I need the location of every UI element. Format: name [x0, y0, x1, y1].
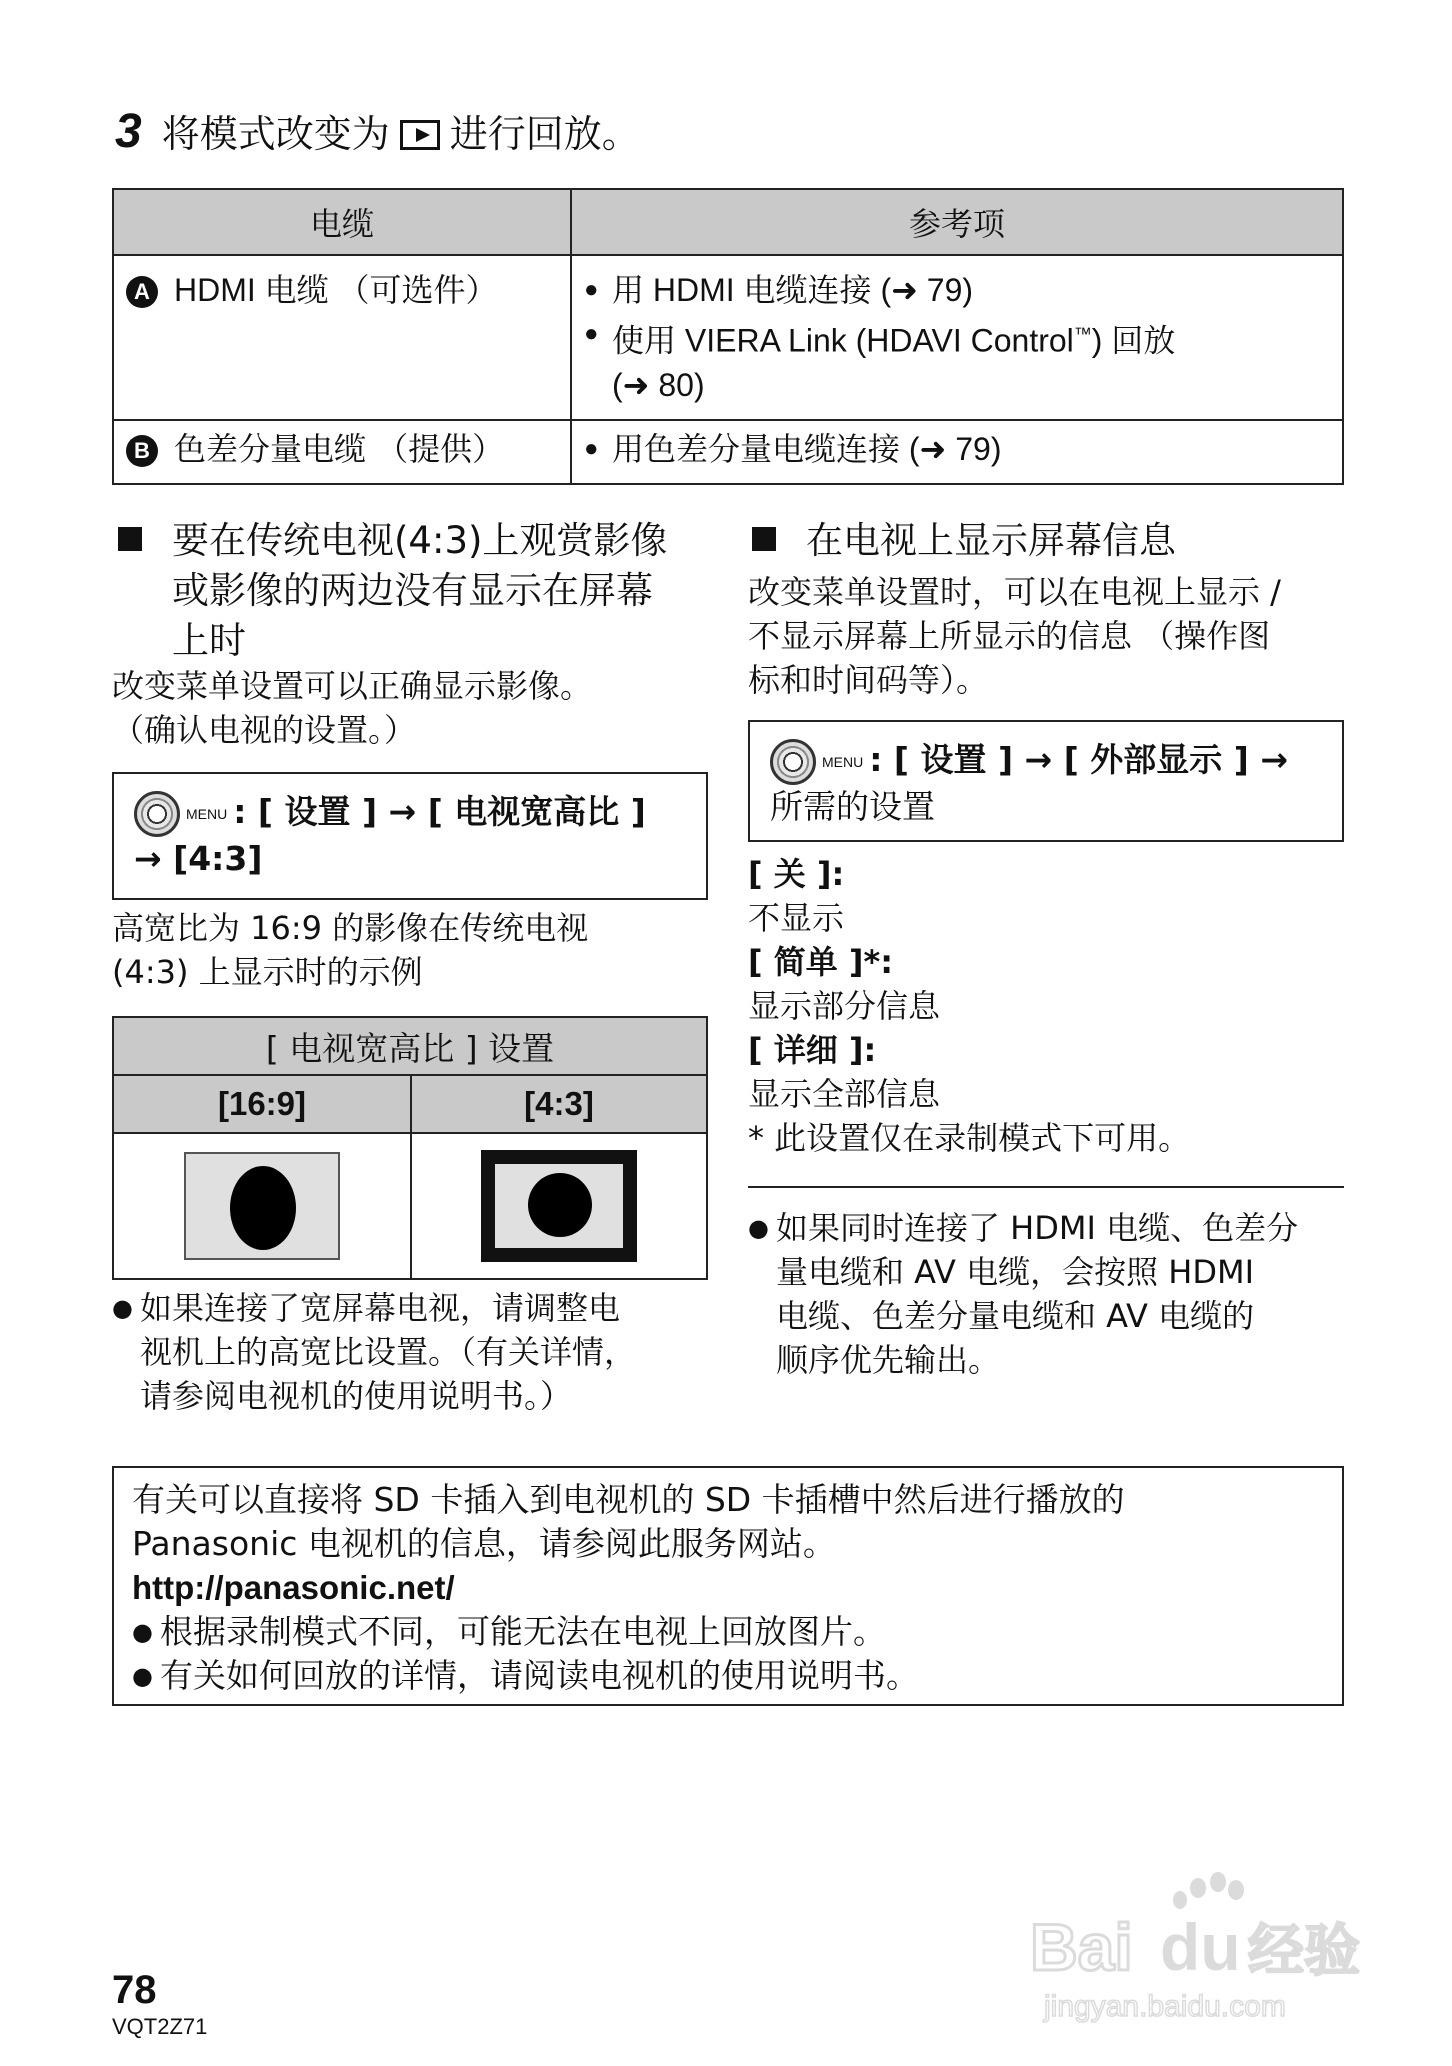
badge-a-icon: A — [126, 276, 158, 308]
model-code: VQT2Z71 — [112, 2014, 208, 2039]
divider — [748, 1186, 1344, 1188]
list-item: ● 有关如何回放的详情，请阅读电视机的使用说明书。 — [132, 1654, 1324, 1698]
table-row — [113, 255, 1343, 420]
aspect-col-16-9: [16:9] — [113, 1075, 411, 1133]
cable-cell — [113, 255, 571, 420]
square-bullet-icon — [752, 527, 776, 551]
option-label: [ 详细 ]: — [748, 1031, 877, 1069]
menu-path-box — [112, 772, 708, 900]
aspect-table-title: [ 电视宽高比 ] 设置 — [113, 1017, 707, 1075]
step-number: 3 — [115, 105, 142, 158]
aspect-image-4-3 — [411, 1133, 707, 1279]
ref-text: 使用 VIERA Link (HDAVI Control — [612, 322, 1074, 359]
option-label: [ 关 ]: — [748, 855, 845, 893]
header-reference: 参考项 — [571, 189, 1343, 255]
note-line: 电缆、色差分量电缆和 AV 电缆的 — [776, 1297, 1255, 1335]
footnote: * 此设置仅在录制模式下可用。 — [748, 1119, 1191, 1157]
header-cable: 电缆 — [113, 189, 571, 255]
desc-line: 改变菜单设置可以正确显示影像。 — [112, 667, 593, 705]
watermark-cn: 经验 — [1248, 1919, 1360, 1984]
step-text-before: 将模式改变为 — [161, 112, 390, 156]
left-section-title — [118, 516, 718, 666]
right-note — [748, 1206, 1348, 1382]
menu-path: → [4:3] — [134, 838, 263, 878]
watermark-brand: Bai — [1030, 1910, 1133, 1984]
badge-b-icon: B — [126, 435, 158, 467]
right-section-title — [752, 516, 1352, 566]
title-text: 在电视上显示屏幕信息 — [806, 519, 1176, 562]
page-number: 78 — [112, 1968, 157, 2012]
list-item: ● 根据录制模式不同，可能无法在电视上回放图片。 — [132, 1610, 1324, 1654]
note-line: 量电缆和 AV 电缆，会按照 HDMI — [776, 1253, 1255, 1291]
cable-name: 色差分量电缆 （提供） — [174, 429, 505, 468]
display-options — [748, 852, 1348, 1160]
sd-info-box — [112, 1466, 1344, 1706]
note-line: ● 如果连接了宽屏幕电视，请调整电 — [112, 1286, 712, 1330]
cable-name: HDMI 电缆 （可选件） — [174, 272, 498, 308]
list-item: ● 用 HDMI 电缆连接 (➜ 79) — [584, 268, 1330, 312]
note-line: 顺序优先输出。 — [776, 1341, 1001, 1379]
reference-cell — [571, 255, 1343, 420]
desc-line: （确认电视的设置。） — [112, 711, 417, 749]
ref-text: (➜ 80) — [612, 366, 705, 403]
title-line: 上时 — [172, 619, 246, 662]
caption-line: 高宽比为 16:9 的影像在传统电视 — [112, 909, 589, 947]
menu-path-box — [748, 720, 1344, 842]
caption-line: (4:3) 上显示时的示例 — [112, 953, 423, 991]
menu-label: MENU — [822, 753, 864, 770]
right-description — [748, 570, 1348, 702]
desc-line: 标和时间码等）。 — [748, 661, 989, 699]
table-header-row — [113, 189, 1343, 255]
cable-cell — [113, 420, 571, 484]
tv-screen-stretched-icon — [184, 1152, 340, 1260]
sd-line: 有关可以直接将 SD 卡插入到电视机的 SD 卡插槽中然后进行播放的 — [132, 1480, 1125, 1519]
note-line: 请参阅电视机的使用说明书。） — [140, 1377, 573, 1415]
cable-table — [112, 188, 1344, 485]
sd-url-link[interactable]: http://panasonic.net/ — [132, 1569, 455, 1606]
example-caption — [112, 906, 712, 994]
title-line: 要在传统电视(4:3)上观赏影像 — [172, 519, 668, 562]
desc-line: 改变菜单设置时，可以在电视上显示 / — [748, 573, 1281, 611]
note-line: ● 如果同时连接了 HDMI 电缆、色差分 — [748, 1206, 1348, 1250]
title-line: 或影像的两边没有显示在屏幕 — [172, 569, 653, 612]
left-description — [112, 664, 712, 752]
reference-cell — [571, 420, 1343, 484]
menu-path: : [ 设置 ] → [ 电视宽高比 ] — [233, 792, 646, 831]
menu-path: : [ 设置 ] → [ 外部显示 ] → — [869, 740, 1288, 779]
aspect-col-4-3: [4:3] — [411, 1075, 707, 1133]
watermark-brand2: du — [1160, 1910, 1241, 1984]
aspect-image-16-9 — [113, 1133, 411, 1279]
option-label: [ 简单 ]*: — [748, 943, 894, 981]
list-item — [584, 312, 1330, 407]
menu-dial-icon — [770, 739, 816, 785]
note-line: 视机上的高宽比设置。（有关详情， — [140, 1333, 637, 1371]
watermark-url: jingyan.baidu.com — [1044, 1990, 1286, 2023]
trademark: ™ — [1073, 324, 1092, 344]
menu-label: MENU — [186, 805, 228, 822]
playback-icon — [400, 120, 440, 150]
table-row — [113, 420, 1343, 484]
option-desc: 显示部分信息 — [748, 987, 941, 1025]
sd-line: Panasonic 电视机的信息，请参阅此服务网站。 — [132, 1524, 836, 1563]
menu-dial-icon — [134, 791, 180, 837]
option-desc: 不显示 — [748, 899, 845, 937]
ref-text: ) 回放 — [1091, 322, 1176, 359]
aspect-table — [112, 1016, 708, 1280]
menu-path: 所需的设置 — [770, 786, 935, 826]
step-heading — [115, 105, 640, 158]
option-desc: 显示全部信息 — [748, 1075, 941, 1113]
left-note — [112, 1286, 712, 1418]
baidu-watermark-logo — [1020, 1870, 1380, 2030]
desc-line: 不显示屏幕上所显示的信息 （操作图 — [748, 617, 1271, 655]
list-item: ● 用色差分量电缆连接 (➜ 79) — [584, 427, 1330, 471]
tv-screen-letterbox-icon — [481, 1150, 637, 1262]
step-text-after: 进行回放。 — [449, 112, 640, 156]
square-bullet-icon — [118, 527, 142, 551]
